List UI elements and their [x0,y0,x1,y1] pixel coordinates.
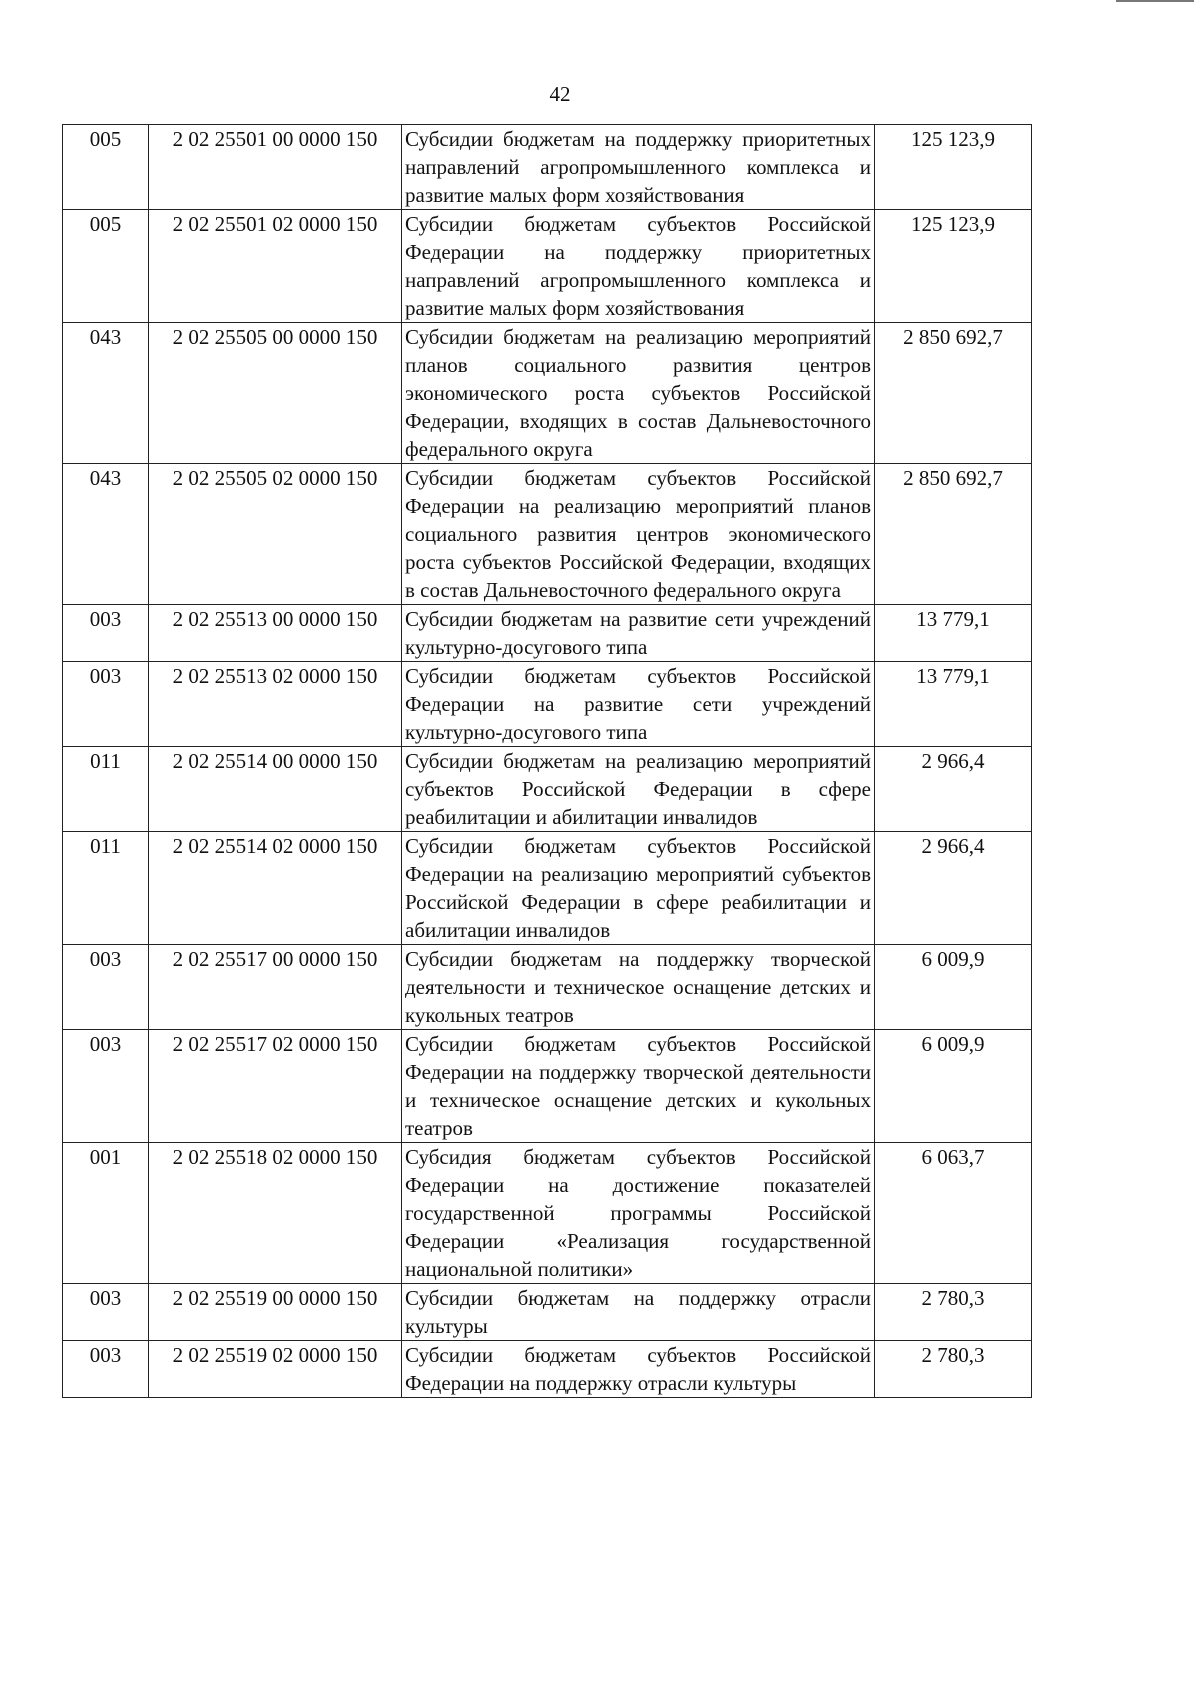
revenue-name-cell: Субсидии бюджетам на развитие сети учреждений культурно-досугового типа [402,605,875,662]
budget-classification-code-cell: 2 02 25519 00 0000 150 [149,1284,402,1341]
revenue-name-cell: Субсидии бюджетам субъектов Российской Федерации на реализацию мероприятий субъектов Российской Федерации в сфере реабилитации и абилитации инвалидов [402,832,875,945]
admin-code-cell: 003 [63,945,149,1030]
table-row [63,1143,1032,1284]
amount-cell: 2 850 692,7 [875,464,1032,605]
scan-edge-mark [1116,0,1194,2]
budget-revenue-table [62,124,1032,1398]
revenue-name-cell: Субсидия бюджетам субъектов Российской Федерации на достижение показателей государственной программы Российской Федерации «Реализация государственной национальной политики» [402,1143,875,1284]
amount-cell: 2 780,3 [875,1284,1032,1341]
table-body [63,125,1032,1398]
admin-code-cell: 001 [63,1143,149,1284]
table-row [63,605,1032,662]
admin-code-cell: 003 [63,605,149,662]
page-number: 42 [549,82,571,106]
admin-code-cell: 005 [63,210,149,323]
admin-code-cell: 003 [63,1341,149,1398]
table-row [63,464,1032,605]
revenue-name-cell: Субсидии бюджетам на реализацию мероприятий планов социального развития центров экономического роста субъектов Российской Федерации, входящих в состав Дальневосточного федерального округа [402,323,875,464]
budget-classification-code-cell: 2 02 25501 00 0000 150 [149,125,402,210]
amount-cell: 2 780,3 [875,1341,1032,1398]
revenue-name-cell: Субсидии бюджетам на поддержку творческой деятельности и техническое оснащение детских и кукольных театров [402,945,875,1030]
budget-classification-code-cell: 2 02 25517 02 0000 150 [149,1030,402,1143]
revenue-name-cell: Субсидии бюджетам на поддержку приоритетных направлений агропромышленного комплекса и развитие малых форм хозяйствования [402,125,875,210]
admin-code-cell: 003 [63,662,149,747]
amount-cell: 2 850 692,7 [875,323,1032,464]
table-row [63,1341,1032,1398]
table-row [63,323,1032,464]
budget-classification-code-cell: 2 02 25513 02 0000 150 [149,662,402,747]
budget-classification-code-cell: 2 02 25513 00 0000 150 [149,605,402,662]
budget-classification-code-cell: 2 02 25505 00 0000 150 [149,323,402,464]
amount-cell: 6 063,7 [875,1143,1032,1284]
revenue-name-cell: Субсидии бюджетам на поддержку отрасли культуры [402,1284,875,1341]
table-row [63,747,1032,832]
amount-cell: 6 009,9 [875,1030,1032,1143]
table-row [63,945,1032,1030]
budget-classification-code-cell: 2 02 25514 00 0000 150 [149,747,402,832]
admin-code-cell: 043 [63,323,149,464]
admin-code-cell: 011 [63,747,149,832]
table-row [63,662,1032,747]
amount-cell: 13 779,1 [875,662,1032,747]
budget-classification-code-cell: 2 02 25517 00 0000 150 [149,945,402,1030]
amount-cell: 6 009,9 [875,945,1032,1030]
table-row [63,1284,1032,1341]
amount-cell: 125 123,9 [875,125,1032,210]
revenue-name-cell: Субсидии бюджетам субъектов Российской Федерации на развитие сети учреждений культурно-досугового типа [402,662,875,747]
admin-code-cell: 043 [63,464,149,605]
budget-classification-code-cell: 2 02 25514 02 0000 150 [149,832,402,945]
budget-classification-code-cell: 2 02 25501 02 0000 150 [149,210,402,323]
revenue-name-cell: Субсидии бюджетам субъектов Российской Федерации на реализацию мероприятий планов социального развития центров экономического роста субъектов Российской Федерации, входящих в состав Дальневосточного федерального округа [402,464,875,605]
amount-cell: 2 966,4 [875,832,1032,945]
budget-classification-code-cell: 2 02 25519 02 0000 150 [149,1341,402,1398]
admin-code-cell: 003 [63,1284,149,1341]
revenue-name-cell: Субсидии бюджетам субъектов Российской Федерации на поддержку отрасли культуры [402,1341,875,1398]
budget-classification-code-cell: 2 02 25518 02 0000 150 [149,1143,402,1284]
revenue-name-cell: Субсидии бюджетам на реализацию мероприятий субъектов Российской Федерации в сфере реабилитации и абилитации инвалидов [402,747,875,832]
admin-code-cell: 011 [63,832,149,945]
table-row [63,125,1032,210]
table-row [63,1030,1032,1143]
revenue-name-cell: Субсидии бюджетам субъектов Российской Федерации на поддержку приоритетных направлений агропромышленного комплекса и развитие малых форм хозяйствования [402,210,875,323]
revenue-name-cell: Субсидии бюджетам субъектов Российской Федерации на поддержку творческой деятельности и техническое оснащение детских и кукольных театров [402,1030,875,1143]
admin-code-cell: 005 [63,125,149,210]
admin-code-cell: 003 [63,1030,149,1143]
table-row [63,210,1032,323]
budget-classification-code-cell: 2 02 25505 02 0000 150 [149,464,402,605]
amount-cell: 13 779,1 [875,605,1032,662]
amount-cell: 2 966,4 [875,747,1032,832]
table-row [63,832,1032,945]
amount-cell: 125 123,9 [875,210,1032,323]
